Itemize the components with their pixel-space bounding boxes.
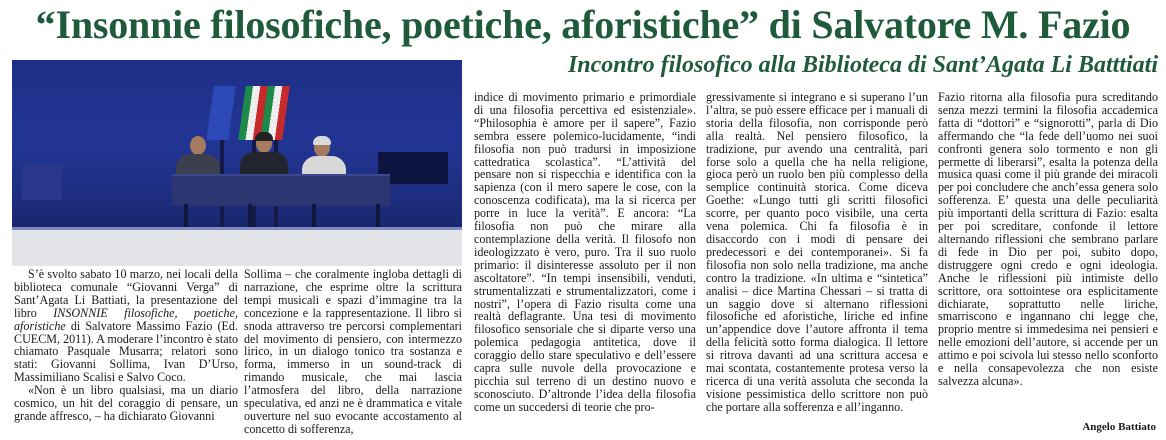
photo-board xyxy=(22,164,62,200)
paragraph-text: S’è svolto sabato 10 marzo, nei locali della biblioteca comunale “Giovanni Verga” di Sant’Agata Li Battiati, la presentazione del libro xyxy=(14,267,238,320)
paragraph-1 xyxy=(14,268,238,384)
author-byline: Angelo Battiato xyxy=(1082,421,1156,433)
paragraph-2: «Non è un libro qualsiasi, ma un diario cosmico, un hit del coraggio di pensare, un grande affresco, – ha dichiarato Giovanni xyxy=(14,383,238,423)
paragraph-text: gressivamente si integrano e si superano l’un l’altra, se può essere efficace per i manuali di storia della filosofia, non corrisponde però alla realtà. Nel pensiero filosofico, la tradizione, pur avendo una centralità, pari forse solo a quella che ha nella religione, gioca però un ruolo ben più complesso della semplice continuità storica. Come diceva Goethe: «Lungo tutti gli scritti filosofici scorre, per quanto poco visibile, una certa vena polemica. Chi fa filosofia è in disaccordo con i modi di pensare dei predecessori e dei contemporanei». Si fa filosofia non solo nella tradizione, ma anche contro la tradizione. «In ultima e “sintetica” analisi – dice Martina Chessari – si tratta di un saggio dove si alternano riflessioni filosofiche ed aforistiche, liriche ed infine un’appendice dove l’autore affronta il tema della felicità sotto forma dialogica. Il lettore si ritrova davanti ad una scrittura accesa e mai scontata, costantemente protesa verso la ricerca di una verità assoluta che seconda la visione pessimistica dello scrittore non può che portare alla sofferenza e all’inganno. xyxy=(706,90,928,414)
paragraph-text: Sollima – che coralmente ingloba dettagli di narrazione, che esprime oltre la scrittura tempi musicali e spazi d’immagine tra la concezione e la rappresentazione. Il libro si snoda attraverso tre percorsi complementari del movimento di pensiero, con intermezzo lirico, in un dialogo tonico tra sostanza e forma, immerso in un sound-track di rimando musicale, che mai lascia l’atmosfera del libro, della narrazione speculativa, ed anzi ne è drammatica e vitale ouverture nel suo evocante accostamento al concetto di sofferenza, xyxy=(244,267,462,436)
conference-photo xyxy=(12,60,462,266)
paragraph-text: indice di movimento primario e primordiale di una filosofia percettiva ed esistenziale». “Philosophia è amore per il sapere”, Fazio sembra essere polemico-lucidamente, “indi filosofia non può tradursi in imposizione cattedratica scolastica”. “L’attività del pensare non si rispecchia e identifica con la sapienza (con il mero sapere le cose, con la conoscenza codificata), ma la si ricerca per porre in luce la verità”. E ancora: “La filosofia non può che mirare alla contemplazione della verità. Il filosofo non ideologizzato è vero, puro. Tra il suo ruolo primario: il disinteresse assoluto per il non ascoltatore”. “In tempi insensibili, venduti, strumentalizzati e strumentalizzatori, come i nostri”, l’opera di Fazio risulta come una realtà deflagrante. Una tesi di movimento filosofico sensoriale che si diparte verso una polemica pedagogia antitetica, dove il coraggio dello stare speculativo e dell’essere capra sulle nuvole della provocazione e picchia sul terreno di un destino nuovo e sconosciuto. D’altronde l’idea della filosofia come un succedersi di teorie che pro- xyxy=(474,90,696,414)
headline: “Insonnie filosofiche, poetiche, aforistiche” di Salvatore M. Fazio xyxy=(35,2,1131,47)
photo-floor xyxy=(12,230,462,266)
paragraph-text: Fazio ritorna alla filosofia pura screditando senza mezzi termini la filosofia accademica fatta di “dottori” e “signorotti”, parla di Dio affermando che “la fede dell’uomo nei suoi confronti genera solo tormento e non gli permette di liberarsi”, esalta la potenza della musica quasi come il più grande dei miracoli per poi concludere che anch’essa genera solo sofferenza. E’ questa una delle peculiarità più importanti della scrittura di Fazio: esalta per poi screditare, confonde il lettore alternando riflessioni che sembrano parlare di fede in Dio per poi, subito dopo, distruggere ogni credo e ogni ideologia. Anche le riflessioni più intimiste dello scrittore, ora sottointese ora esplicitamente dichiarate, soprattutto nelle liriche, smarriscono e ingannano chi legge che, proprio mentre si immedesima nei pensieri e nelle emozioni dell’autore, si accende per un attimo e poi scivola lui stesso nello sconforto e nella consapevolezza che non esiste salvezza alcuna». xyxy=(938,90,1158,388)
subtitle: Incontro filosofico alla Biblioteca di Sant’Agata Li Batttiati xyxy=(567,52,1158,78)
article-column-4 xyxy=(706,91,928,414)
eu-flag xyxy=(206,86,236,140)
book-title: INSONNIE filosofiche, poetiche, aforistiche xyxy=(14,305,238,333)
photo-table xyxy=(172,174,390,206)
article-column-3 xyxy=(474,91,696,414)
article-column-5 xyxy=(938,91,1158,388)
paragraph-text: di Salvatore Massimo Fazio (Ed. CUECM, 2011). A moderare l’incontro è stato chiamato Pasquale Musarra; relatori sono stati: Giovanni Sollima, Ivan D’Urso, Massimiliano Scalisi e Salvo Coco. xyxy=(14,318,238,385)
article-column-1 xyxy=(14,268,238,423)
article-column-2 xyxy=(244,268,462,436)
